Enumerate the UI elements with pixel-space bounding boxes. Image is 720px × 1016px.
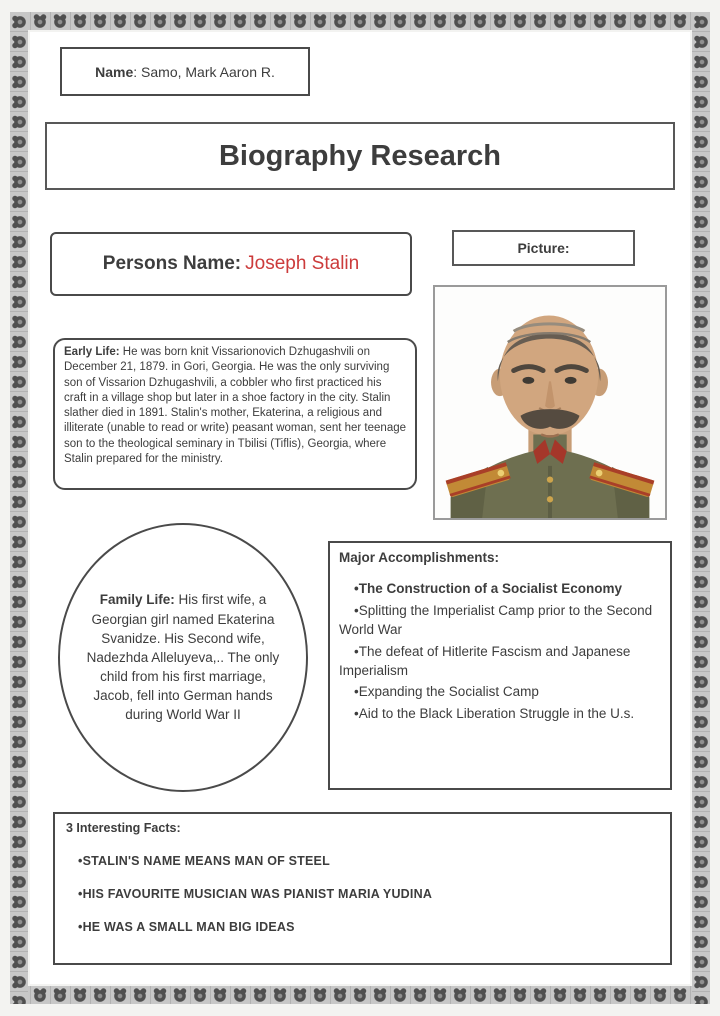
accomplishment-item: • Aid to the Black Liberation Struggle in the U.s. <box>339 705 661 724</box>
person-name-box <box>50 232 412 296</box>
accomplishment-item: • The Construction of a Socialist Economy <box>339 580 661 599</box>
fact-item: • HIS FAVOURITE MUSICIAN WAS PIANIST MARIA YUDINA <box>66 887 659 901</box>
interesting-facts-heading: 3 Interesting Facts: <box>66 821 181 835</box>
title-box <box>45 122 675 190</box>
fact-item: • HE WAS A SMALL MAN BIG IDEAS <box>66 920 659 934</box>
early-life-label: Early Life: <box>64 346 120 358</box>
major-accomplishments-box <box>328 541 672 790</box>
accomplishment-item: • Expanding the Socialist Camp <box>339 683 661 702</box>
early-life-box <box>53 338 417 490</box>
early-life-text: He was born knit Vissarionovich Dzhugashvili on December 21, 1879. in Gori, Georgia. He was the only surviving son of Vissarion Dzhugashvili, a cobbler who first practiced his craft in a village shop but later in a shoe factory in the city. Stalin slather died in 1891. Stalin's mother, Ekaterina, a religious and illiterate (unable to read or write) peasant woman, sent her teenage son to the theological seminary in Tbilisi (Tiflis), Georgia, where Stalin prepared for the ministry. <box>64 346 407 465</box>
student-name-value: : Samo, Mark Aaron R. <box>133 63 275 80</box>
decorative-border-top <box>10 12 710 30</box>
picture-label-box <box>452 230 635 266</box>
family-life-text: His first wife, a Georgian girl named Ekaterina Svanidze. His Second wife, Nadezhda Alleluyeva,.. The only child from his first marriage, Jacob, fell into German hands during World War II <box>86 592 280 723</box>
family-life-text-wrap <box>85 590 281 724</box>
major-accomplishments-heading: Major Accomplishments: <box>339 550 500 565</box>
stalin-portrait <box>435 287 665 518</box>
person-name-value: Joseph Stalin <box>245 253 360 274</box>
decorative-border-left <box>10 12 28 1004</box>
family-life-circle <box>58 523 308 792</box>
family-life-label: Family Life: <box>99 592 175 608</box>
fact-item: • STALIN'S NAME MEANS MAN OF STEEL <box>66 854 659 868</box>
decorative-border-right <box>692 12 710 1004</box>
person-name-separator: : <box>234 253 242 274</box>
portrait-box <box>433 285 667 520</box>
page-title: Biography Research <box>218 139 502 172</box>
student-name-box <box>60 47 310 96</box>
student-name-label: Name <box>95 63 134 80</box>
decorative-border-bottom <box>10 986 710 1004</box>
interesting-facts-box <box>53 812 672 965</box>
accomplishment-item: • Splitting the Imperialist Camp prior to the Second World War <box>339 602 661 640</box>
student-name-text <box>95 64 275 80</box>
picture-label: Picture: <box>517 240 570 256</box>
person-name-label: Persons Name <box>102 253 235 274</box>
accomplishment-item: • The defeat of Hitlerite Fascism and Japanese Imperialism <box>339 643 661 681</box>
